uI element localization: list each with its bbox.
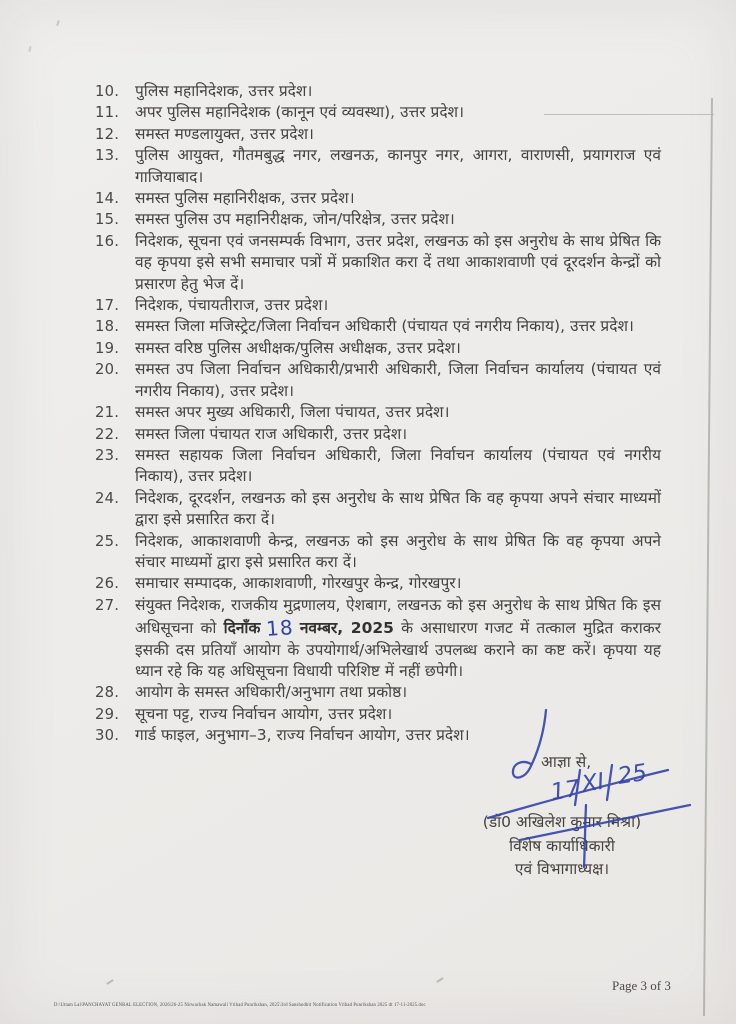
list-item-text: निदेशक, दूरदर्शन, लखनऊ को इस अनुरोध के साथ प्रेषित कि वह कृपया अपने संचार माध्यमों द्वारा इसे प्रसारित करा दें। [135, 488, 661, 529]
handwritten-date-year: 25 [615, 759, 649, 790]
list-item-text: समस्त पुलिस उप महानिरीक्षक, जोन/परिक्षेत्र, उत्तर प्रदेश। [135, 210, 455, 229]
list-item-number: 20. [95, 361, 120, 379]
list-item-text: पुलिस महानिदेशक, उत्तर प्रदेश। [135, 82, 313, 100]
list-item-text: समस्त मण्डलायुक्त, उत्तर प्रदेश। [135, 124, 314, 143]
list-item [95, 725, 661, 746]
list-item [95, 316, 661, 337]
list-item [95, 595, 661, 683]
list-item-number: 19. [95, 339, 120, 357]
list-item-text: समस्त उप जिला निर्वाचन अधिकारी/प्रभारी अधिकारी, जिला निर्वाचन कार्यालय (पंचायत एवं नगरीय निकाय), उत्तर प्रदेश। [135, 360, 661, 400]
list-item-number: 12. [95, 125, 120, 143]
footer-file-path: D:\Uttam Lal\PANCHAYAT GENRAL ELECTION, 2026\26-25 Nirwachak Namawali Vrihad Punrikshan, 2025\3rd Sanshodhit Notification Vrihad Punrikshan 2025 dt 17-11-2025.doc [54, 1003, 426, 1008]
list-item-text: समस्त जिला मजिस्ट्रेट/जिला निर्वाचन अधिकारी (पंचायत एवं नगरीय निकाय), उत्तर प्रदेश। [135, 317, 634, 336]
list-item-text: निदेशक, सूचना एवं जनसम्पर्क विभाग, उत्तर प्रदेश, लखनऊ को इस अनुरोध के साथ प्रेषित कि वह कृपया इसे सभी समाचार पत्रों में प्रकाशित करा दें तथा आकाशवाणी एवं दूरदर्शन केन्द्रों को प्रसारण हेतु भेज दें। [135, 231, 661, 293]
footer-page-number: Page 3 of 3 [612, 978, 671, 993]
list-item-number: 28. [95, 684, 120, 702]
list-item-number: 14. [95, 190, 120, 208]
list-item [95, 295, 661, 316]
list-item-number: 21. [95, 404, 120, 422]
list-item-text: सूचना पट्ट, राज्य निर्वाचन आयोग, उत्तर प्रदेश। [135, 704, 393, 723]
list-item [95, 445, 661, 488]
signatory-designation-2: एवं विभागाध्यक्ष। [514, 860, 610, 878]
list-item-number: 10. [95, 83, 120, 100]
pen-date-separator-1 [575, 770, 580, 805]
list-item [95, 124, 661, 145]
list-item-number: 18. [95, 318, 120, 336]
scan-speck [28, 46, 31, 52]
list-item-number: 16. [95, 232, 120, 250]
list-item [95, 573, 661, 594]
list-item-text: निदेशक, पंचायतीराज, उत्तर प्रदेश। [135, 296, 329, 315]
list-item [95, 682, 661, 703]
list-item-text: समस्त सहायक जिला निर्वाचन अधिकारी, जिला निर्वाचन कार्यालय (पंचायत एवं नगरीय निकाय), उत्तर प्रदेश। [135, 445, 661, 486]
handwritten-date-month: XI [579, 768, 607, 798]
list-item-text: समस्त वरिष्ठ पुलिस अधीक्षक/पुलिस अधीक्षक, उत्तर प्रदेश। [135, 338, 461, 357]
list-item-text: आयोग के समस्त अधिकारी/अनुभाग तथा प्रकोष्ठ। [135, 683, 408, 702]
list-item-text: निदेशक, आकाशवाणी केन्द्र, लखनऊ को इस अनुरोध के साथ प्रेषित कि वह कृपया अपने संचार माध्यमों द्वारा इसे प्रसारित करा दें। [135, 531, 661, 571]
list-item [95, 704, 661, 725]
list-item [95, 359, 661, 402]
list-item-number: 13. [95, 147, 120, 165]
list-item [95, 145, 661, 188]
list-item-number: 30. [95, 727, 120, 745]
list-item-number: 11. [95, 104, 120, 122]
signatory-designation-1: विशेष कार्याधिकारी [509, 836, 615, 855]
list-item-number: 26. [95, 575, 120, 593]
signature-block [437, 811, 687, 882]
list-item-text [135, 595, 661, 683]
item27-handwritten-day: 18 [265, 615, 295, 642]
list-item-text: समाचार सम्पादक, आकाशवाणी, गोरखपुर केन्द्र, गोरखपुर। [135, 574, 462, 593]
list-item [95, 81, 661, 102]
list-item [95, 424, 661, 445]
pen-date-separator-2 [607, 765, 612, 800]
list-item [95, 488, 661, 531]
list-item-number: 29. [95, 705, 120, 723]
list-item [95, 209, 661, 230]
list-item-number: 25. [95, 532, 120, 550]
list-item-text: समस्त जिला पंचायत राज अधिकारी, उत्तर प्रदेश। [135, 424, 408, 443]
list-item-text: समस्त पुलिस महानिरीक्षक, उत्तर प्रदेश। [135, 189, 355, 208]
scan-speck [56, 20, 60, 26]
list-item [95, 531, 661, 574]
list-item-number: 23. [95, 446, 120, 464]
list-item-text: समस्त अपर मुख्य अधिकारी, जिला पंचायत, उत्तर प्रदेश। [135, 403, 450, 422]
list-item-number: 27. [95, 596, 120, 614]
list-item-number: 22. [95, 425, 120, 443]
distribution-list [95, 81, 661, 747]
list-item-number: 17. [95, 297, 120, 315]
item27-date-label: दिनाँक [223, 619, 261, 638]
handwritten-date-day: 17 [548, 775, 582, 806]
scan-speck [436, 977, 444, 983]
scan-speck [106, 979, 114, 985]
list-item-number: 15. [95, 211, 120, 229]
list-item [95, 338, 661, 359]
item27-part1: संयुक्त निदेशक, राजकीय मुद्रणालय, ऐशबाग, लखनऊ को इस अनुरोध के साथ प्रेषित कि इस अधिसूचना को [135, 595, 661, 638]
signatory-name: (डॉ0 अखिलेश कुमार मिश्रा) [482, 813, 642, 831]
item27-part2: के असाधारण गजट में तत्काल मुद्रित कराकर इसकी दस प्रतियाँ आयोग के उपयोगार्थ/अभिलेखार्थ उपलब्ध कराने का कष्ट करें। कृपया यह ध्यान रहे कि यह अधिसूचना विधायी परिशिष्ट में नहीं छपेगी। [135, 619, 661, 680]
list-item-number: 24. [95, 489, 120, 507]
scan-edge-horizontal-line [544, 114, 714, 115]
list-item [95, 231, 661, 295]
list-item [95, 402, 661, 423]
list-item-text: अपर पुलिस महानिदेशक (कानून एवं व्यवस्था), उत्तर प्रदेश। [135, 103, 464, 122]
salutation-text: आज्ञा से, [541, 753, 592, 771]
list-item-text: गार्ड फाइल, अनुभाग–3, राज्य निर्वाचन आयोग, उत्तर प्रदेश। [135, 726, 470, 745]
item27-month-year: नवम्बर, 2025 [299, 619, 394, 638]
list-item-text: पुलिस आयुक्त, गौतमबुद्ध नगर, लखनऊ, कानपुर नगर, आगरा, वाराणसी, प्रयागराज एवं गाजियाबाद। [135, 146, 661, 186]
list-item [95, 188, 661, 209]
scan-edge-vertical-line [703, 98, 713, 1016]
